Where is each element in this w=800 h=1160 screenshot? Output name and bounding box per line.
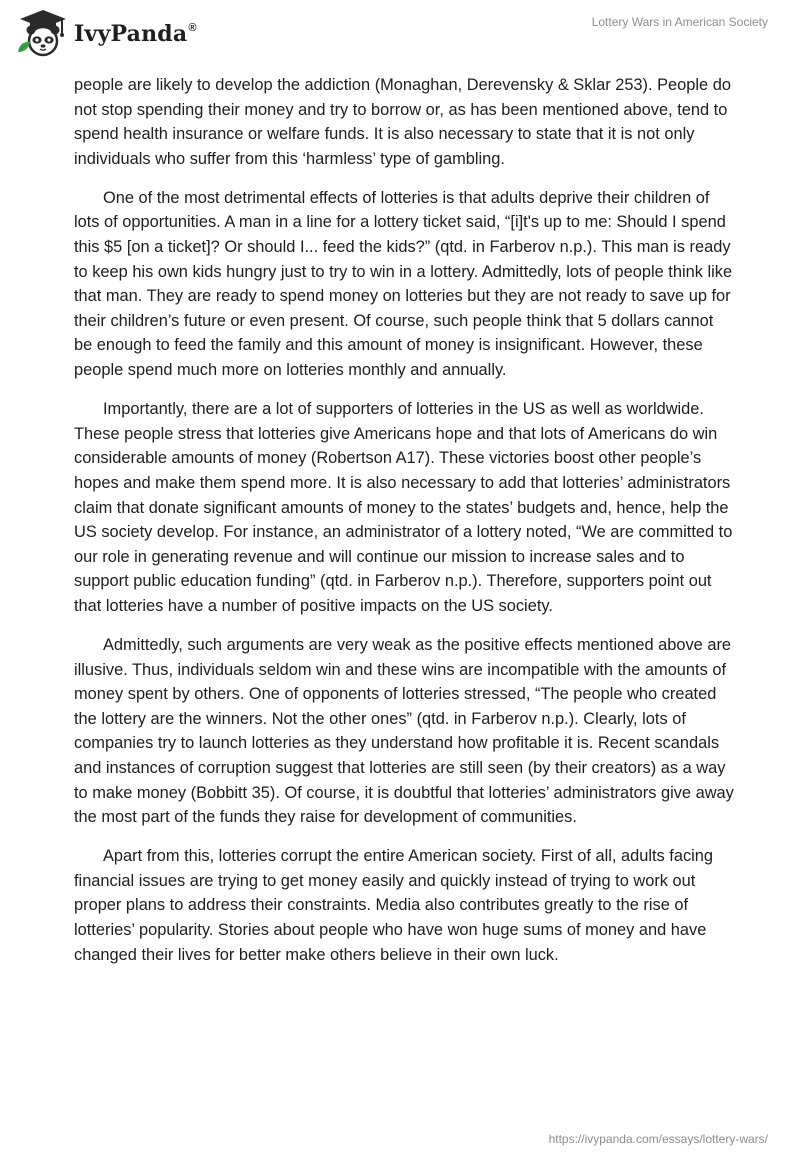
ivypanda-logo[interactable] <box>14 8 197 58</box>
brand-text: IvyPanda <box>74 21 188 47</box>
source-url[interactable]: https://ivypanda.com/essays/lottery-wars/ <box>548 1132 768 1146</box>
page-header <box>0 0 800 70</box>
brand-name <box>74 21 197 47</box>
paragraph: One of the most detrimental effects of lotteries is that adults deprive their children of lots of opportunities. A man in a line for a lottery ticket said, “[i]t's up to me: Should I spend this $5 [on a ticket]? Or should I... feed the kids?” (qtd. in Farberov n.p.). This man is ready to keep his own kids hungry just to try to win in a lottery. Admittedly, lots of people think like that man. They are ready to spend money on lotteries but they are not ready to save up for their children’s future or even present. Of course, such people think that 5 dollars cannot be enough to feed the family and this amount of money is insignificant. However, these people spend much more on lotteries monthly and annually. <box>74 188 733 380</box>
essay-body <box>74 73 734 982</box>
paragraph: Admittedly, such arguments are very weak as the positive effects mentioned above are illusive. Thus, individuals seldom win and these wins are incompatible with the amounts of money spent by others. One of opponents of lotteries stressed, “The people who created the lottery are the winners. Not the other ones” (qtd. in Farberov n.p.). Clearly, lots of companies try to launch lotteries as they understand how profitable it is. Recent scandals and instances of corruption suggest that lotteries are still seen (by their creators) as a way to make money (Bobbitt 35). Of course, it is doubtful that lotteries’ administrators give away the most part of the funds they raise for development of communities. <box>74 635 734 827</box>
registered-mark: ® <box>188 22 197 34</box>
panda-graduation-cap-icon <box>14 8 72 58</box>
document-title: Lottery Wars in American Society <box>591 15 768 29</box>
paragraph: Apart from this, lotteries corrupt the entire American society. First of all, adults facing financial issues are trying to get money easily and quickly instead of trying to work out proper plans to address their constraints. Media also contributes greatly to the rise of lotteries’ popularity. Stories about people who have won huge sums of money and have changed their lives for better make others believe in their own luck. <box>74 847 714 964</box>
paragraph: people are likely to develop the addiction (Monaghan, Derevensky & Sklar 253). People do not stop spending their money and try to borrow or, as has been mentioned above, tend to spend health insurance or welfare funds. It is also necessary to state that it is not only individuals who suffer from this ‘harmless’ type of gambling. <box>74 76 731 168</box>
paragraph: Importantly, there are a lot of supporters of lotteries in the US as well as worldwide. These people stress that lotteries give Americans hope and that lots of Americans do win considerable amounts of money (Robertson A17). These victories boost other people’s hopes and make them spend more. It is also necessary to add that lotteries’ administrators claim that donate significant amounts of money to the states’ budgets and, hence, help the US society develop. For instance, an administrator of a lottery noted, “We are committed to our role in generating revenue and will continue our mission to increase sales and to support public education funding” (qtd. in Farberov n.p.). Therefore, supporters point out that lotteries have a number of positive impacts on the US society. <box>74 400 733 615</box>
